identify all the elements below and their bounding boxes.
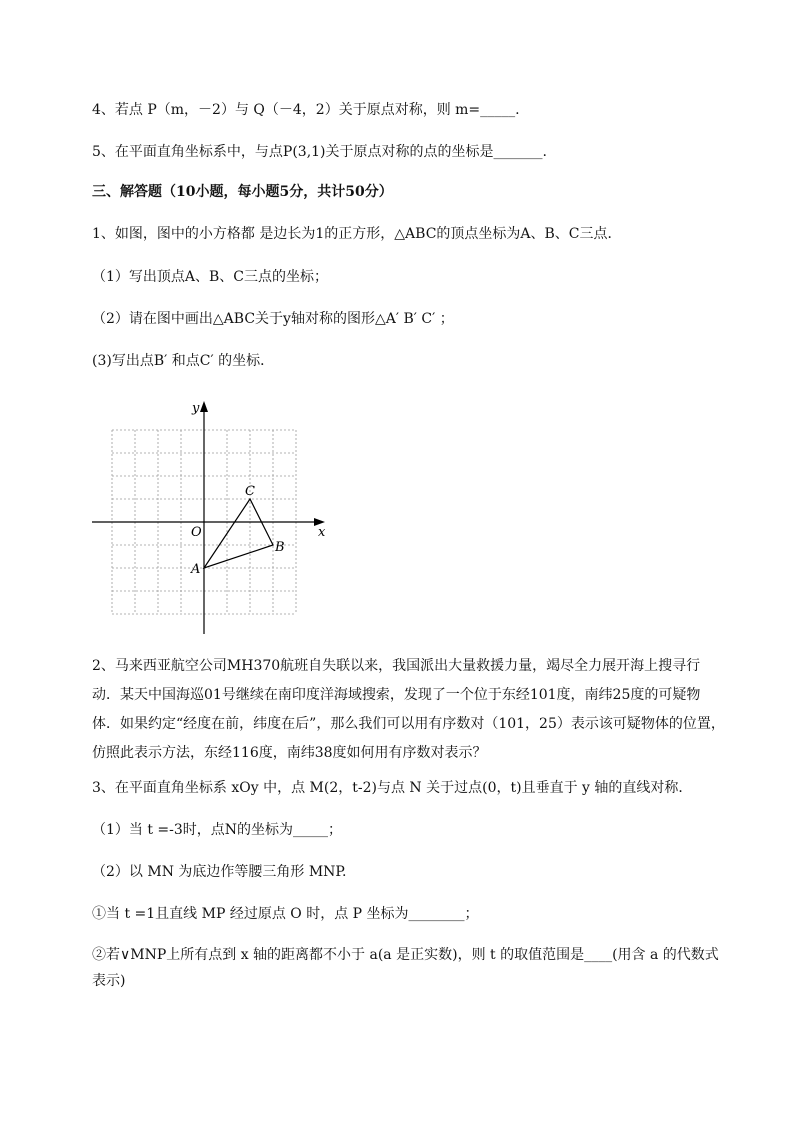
origin-label: O [191,525,202,540]
question-4: 4、若点 P（m，－2）与 Q（－4，2）关于原点对称，则 m=_____. [92,102,520,118]
x-axis-label: x [318,525,326,540]
problem-3-stem: 3、在平面直角坐标系 xOy 中，点 M(2，t-2)与点 N 关于过点(0，t)且垂直于 y 轴的直线对称． [92,780,693,796]
question-5: 5、在平面直角坐标系中，与点P(3,1)关于原点对称的点的坐标是_______. [92,144,547,160]
problem-1-part-1: （1）写出顶点A、B、C三点的坐标； [92,269,329,285]
coordinate-grid-figure [88,392,333,640]
point-b-label: B [275,540,285,555]
problem-3-part-2b: ②若∨MNP上所有点到 x 轴的距离都不小于 a(a 是正实数)，则 t 的取值范围是____(用含 a 的代数式表示) [92,947,719,989]
point-a-label: A [191,562,201,577]
problem-3-part-2: （2）以 MN 为底边作等腰三角形 MNP. [92,864,347,880]
triangle-abc [204,499,273,568]
problem-3-part-1: （1）当 t =-3时，点N的坐标为_____； [92,822,343,838]
point-c-label: C [245,484,255,499]
problem-1-part-3: (3)写出点B′ 和点C′ 的坐标． [92,353,275,369]
problem-1-stem: 1、如图，图中的小方格都 是边长为1的正方形，△ABC的顶点坐标为A、B、C三点． [92,226,622,242]
section-title: 三、解答题（10小题，每小题5分，共计50分） [92,184,393,200]
problem-3-part-2a: ①当 t =1且直线 MP 经过原点 O 时，点 P 坐标为________； [92,906,479,922]
problem-1-part-2: （2）请在图中画出△ABC关于y轴对称的图形△A′ B′ C′ ； [92,311,454,327]
problem-2: 2、马来西亚航空公司MH370航班自失联以来，我国派出大量救援力量，竭尽全力展开海上搜寻行动．某天中国海巡01号继续在南印度洋海域搜索，发现了一个位于东经101度，南纬25度的可疑物体．如果约定“经度在前，纬度在后”，那么我们可以用有序数对（101，25）表示该可疑物体的位置，仿照此表示方法，东经116度，南纬38度如何用有序数对表示？ [92,658,725,761]
y-axis-label: y [192,401,200,416]
y-axis-arrow-icon [200,401,208,412]
